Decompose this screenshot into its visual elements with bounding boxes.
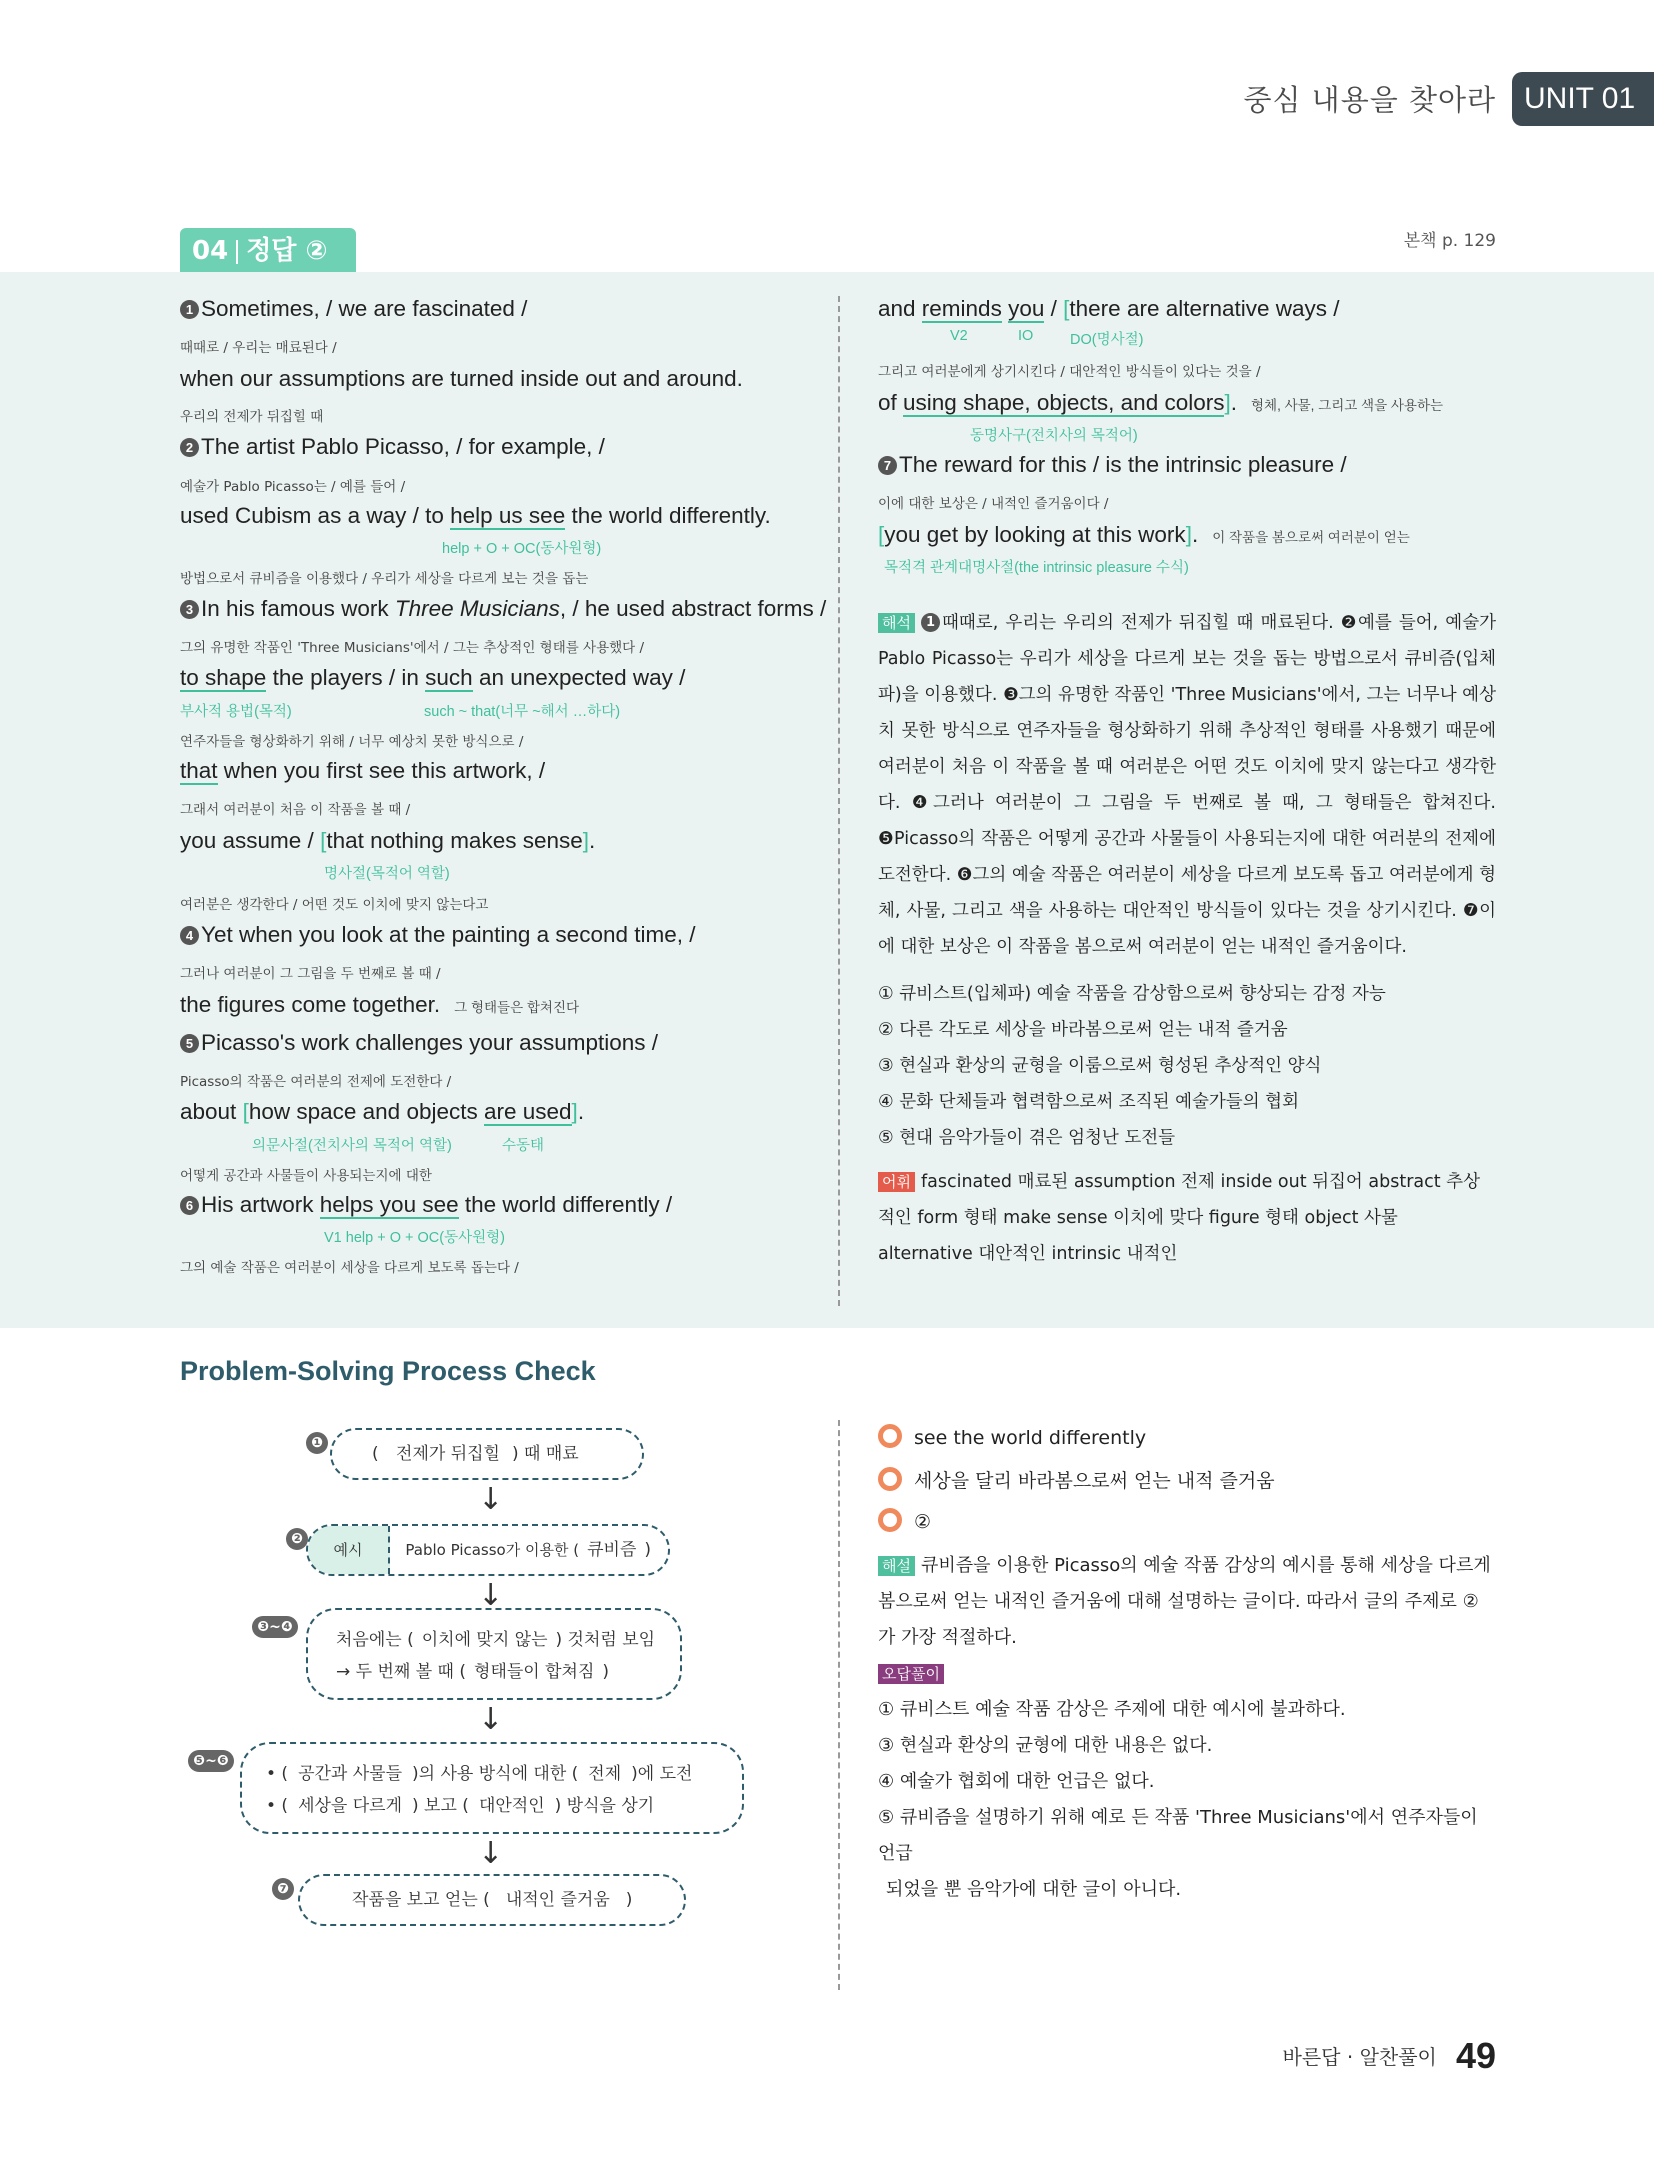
sentence-2-translation: 예술가 Pablo Picasso는 / 예를 들어 / bbox=[180, 479, 406, 495]
sentence-5-translation: Picasso의 작품은 여러분의 전제에 도전한다 / bbox=[180, 1074, 452, 1090]
wrong-answer-tag-wrap bbox=[878, 1664, 950, 1684]
answer-bullet-icon bbox=[878, 1508, 902, 1532]
wrong-answer-item: 되었을 뿐 음악가에 대한 글이 아니다. bbox=[886, 1879, 1182, 1900]
step-34-marker: ❸~❹ bbox=[252, 1616, 298, 1638]
sentence-1b: when our assumptions are turned inside out and around. bbox=[180, 366, 743, 391]
sentence-5b-translation: 어떻게 공간과 사물들이 사용되는지에 대한 bbox=[180, 1168, 432, 1184]
grammar-gloss: IO bbox=[1018, 328, 1034, 344]
sentence-5b: about [how space and objects are used]. bbox=[180, 1099, 585, 1124]
sentence-3c-translation: 그래서 여러분이 처음 이 작품을 볼 때 / bbox=[180, 802, 411, 818]
sentence-number: 6 bbox=[180, 1196, 199, 1215]
wrong-answer-item: ① 큐비스트 예술 작품 감상은 주제에 대한 예시에 불과하다. bbox=[878, 1699, 1346, 1720]
grammar-gloss: 목적격 관계대명사절(the intrinsic pleasure 수식) bbox=[884, 560, 1189, 576]
option-3: ③ 현실과 환상의 균형을 이룸으로써 형성된 추상적인 양식 bbox=[878, 1056, 1322, 1076]
step-1-marker: ❶ bbox=[306, 1432, 328, 1454]
sentence-number: 3 bbox=[180, 600, 199, 619]
sentence-1b-translation: 우리의 전제가 뒤집힐 때 bbox=[180, 409, 324, 425]
sentence-6c: of using shape, objects, and colors]. 형체, 사물, 그리고 색을 사용하는 bbox=[878, 390, 1444, 415]
flow-box-2: 예시 Pablo Picasso가 이용한 ( 큐비즘 ) bbox=[306, 1524, 670, 1576]
page-footer bbox=[1283, 2035, 1496, 2077]
flow-box-5: 작품을 보고 얻는 ( 내적인 즐거움 ) bbox=[298, 1874, 686, 1926]
sentence-2b: used Cubism as a way / to help us see the world differently. bbox=[180, 503, 771, 528]
sentence-number: 5 bbox=[180, 1034, 199, 1053]
step-7-marker: ❼ bbox=[272, 1878, 294, 1900]
sentence-6b-translation: 그리고 여러분에게 상기시킨다 / 대안적인 방식들이 있다는 것을 / bbox=[878, 364, 1261, 380]
flow-box-1: ( 전제가 뒤집힐 ) 때 매료 bbox=[330, 1428, 644, 1480]
translation-block: 해석 1 때때로, 우리는 우리의 전제가 뒤집힐 때 매료된다. ❷예를 들어, 예술가 Pablo Picasso는 우리가 세상을 다르게 보는 것을 돕는 방법으로서 큐비즘(입체파)을 이용했다. ❸그의 유명한 작품인 'Three Musicians'에서, 그는 너무나 예상치 못한 방식으로 연주자들을 형상화하기 위해 추상적인 형태를 사용했기 때문에 여러분이 처음 이 작품을 볼 때 여러분은 어떤 것도 이치에 맞지 않는다고 생각한다. ❹그러나 여러분이 그 그림을 두 번째로 볼 때, 그 형태들은 합쳐진다. ❺Picasso의 작품은 어떻게 공간과 사물들이 사용되는지에 대한 여러분의 전제에 도전한다. ❻그의 예술 작품은 여러분이 세상을 다르게 보도록 돕고 여러분에게 형체, 사물, 그리고 색을 사용하는 대안적인 방식들이 있다는 것을 상기시킨다. ❼이에 대한 보상은 이 작품을 봄으로써 여러분이 얻는 내적인 즐거움이다. bbox=[878, 613, 1496, 957]
sentence-3c: that when you first see this artwork, / bbox=[180, 758, 546, 783]
sentence-number: 4 bbox=[180, 926, 199, 945]
sentence-3d: you assume / [that nothing makes sense]. bbox=[180, 828, 596, 853]
wrong-answer-list bbox=[878, 1692, 1496, 1908]
grammar-gloss: 명사절(목적어 역할) bbox=[324, 866, 450, 882]
sentence-7b: [you get by looking at this work]. 이 작품을 봄으로써 여러분이 얻는 bbox=[878, 522, 1410, 547]
sentence-number: 2 bbox=[180, 438, 199, 457]
sentence-3d-translation: 여러분은 생각한다 / 어떤 것도 이치에 맞지 않는다고 bbox=[180, 897, 489, 913]
sentence-1-translation: 때때로 / 우리는 매료된다 / bbox=[180, 340, 337, 356]
flow-arrow: ↓ bbox=[478, 1836, 504, 1871]
flow-arrow: ↓ bbox=[478, 1578, 504, 1613]
answer-3: ② bbox=[878, 1508, 931, 1533]
sentence-number: 1 bbox=[921, 613, 940, 632]
vocabulary-block: 어휘 fascinated 매료된 assumption 전제 inside out 뒤집어 abstract 추상적인 form 형태 make sense 이치에 맞다 figure 형태 object 사물 alternative 대안적인 intrinsic 내적인 bbox=[878, 1172, 1480, 1264]
sentence-6b: and reminds you / [there are alternative ways / bbox=[878, 296, 1340, 321]
grammar-gloss: 의문사절(전치사의 목적어 역할) bbox=[252, 1138, 452, 1154]
flow-box-3: 처음에는 ( 이치에 맞지 않는 ) 것처럼 보임 → 두 번째 볼 때 ( 형태들이 합쳐짐 ) bbox=[306, 1608, 682, 1700]
wrong-answer-item: ⑤ 큐비즘을 설명하기 위해 예로 든 작품 'Three Musicians'에서 연주자들이 언급 bbox=[878, 1807, 1478, 1864]
grammar-gloss: such ~ that(너무 ~해서 …하다) bbox=[424, 704, 621, 720]
sentence-7-translation: 이에 대한 보상은 / 내적인 즐거움이다 / bbox=[878, 496, 1109, 512]
sentence-3-translation: 그의 유명한 작품인 'Three Musicians'에서 / 그는 추상적인 형태를 사용했다 / bbox=[180, 640, 645, 656]
question-number: 04 bbox=[192, 236, 229, 266]
step-2-marker: ❷ bbox=[286, 1528, 308, 1550]
wrong-answer-item: ③ 현실과 환상의 균형에 대한 내용은 없다. bbox=[878, 1735, 1213, 1756]
grammar-gloss: DO(명사절) bbox=[1070, 332, 1144, 348]
option-4: ④ 문화 단체들과 협력함으로써 조직된 예술가들의 협회 bbox=[878, 1092, 1299, 1112]
explanation-block: 해설 큐비즘을 이용한 Picasso의 예술 작품 감상의 예시를 통해 세상을 다르게 봄으로써 얻는 내적인 즐거움에 대해 설명하는 글이다. 따라서 글의 주제로 ②가 가장 적절하다. bbox=[878, 1555, 1491, 1648]
footer-label: 바른답 · 알찬풀이 bbox=[1282, 2045, 1437, 2069]
sentence-6-translation: 그의 예술 작품은 여러분이 세상을 다르게 보도록 돕는다 / bbox=[180, 1260, 519, 1276]
column-divider bbox=[838, 296, 840, 1306]
sentence-6: 6 His artwork helps you see the world differently / bbox=[180, 1192, 672, 1218]
answer-label: 정답 ② bbox=[246, 236, 328, 266]
wrong-answer-item: ④ 예술가 협회에 대한 언급은 없다. bbox=[878, 1771, 1155, 1792]
section-title: 중심 내용을 찾아라 bbox=[1243, 83, 1496, 117]
translation-tag: 해석 bbox=[878, 613, 915, 633]
grammar-gloss: help + O + OC(동사원형) bbox=[442, 541, 602, 557]
sentence-number: 7 bbox=[878, 456, 897, 475]
explanation-tag: 해설 bbox=[878, 1556, 915, 1576]
flow-arrow: ↓ bbox=[478, 1482, 504, 1517]
vocab-tag: 어휘 bbox=[878, 1172, 915, 1192]
grammar-gloss: 동명사구(전치사의 목적어) bbox=[970, 428, 1138, 444]
option-1: ① 큐비스트(입체파) 예술 작품을 감상함으로써 향상되는 감정 자능 bbox=[878, 984, 1386, 1004]
answer-1: see the world differently bbox=[878, 1424, 1146, 1449]
flow-box-4: • ( 공간과 사물들 )의 사용 방식에 대한 ( 전제 )에 도전 • ( 세상을 다르게 ) 보고 ( 대안적인 ) 방식을 상기 bbox=[240, 1742, 744, 1834]
bottom-divider bbox=[838, 1420, 840, 1990]
sentence-number: 1 bbox=[180, 300, 199, 319]
sentence-2b-translation: 방법으로서 큐비즘을 이용했다 / 우리가 세상을 다르게 보는 것을 돕는 bbox=[180, 571, 589, 587]
answer-2: 세상을 달리 바라봄으로써 얻는 내적 즐거움 bbox=[878, 1466, 1275, 1493]
grammar-gloss: V2 bbox=[950, 328, 968, 344]
sentence-7: 7 The reward for this / is the intrinsic pleasure / bbox=[878, 452, 1347, 478]
sentence-3: 3 In his famous work Three Musicians, / he used abstract forms / bbox=[180, 596, 826, 622]
tab-divider bbox=[236, 240, 238, 264]
page-reference: 본책 p. 129 bbox=[1403, 231, 1496, 251]
sentence-1: 1 Sometimes, / we are fascinated / bbox=[180, 296, 527, 322]
step-56-marker: ❺~❻ bbox=[188, 1750, 234, 1772]
grammar-gloss: 수동태 bbox=[502, 1138, 545, 1154]
page-number: 49 bbox=[1455, 2035, 1496, 2076]
option-5: ⑤ 현대 음악가들이 겪은 엄청난 도전들 bbox=[878, 1128, 1176, 1148]
wrong-answer-tag: 오답풀이 bbox=[878, 1664, 944, 1684]
sentence-4-translation: 그러나 여러분이 그 그림을 두 번째로 볼 때 / bbox=[180, 966, 441, 982]
unit-badge: UNIT 01 bbox=[1512, 72, 1654, 126]
option-2: ② 다른 각도로 세상을 바라봄으로써 얻는 내적 즐거움 bbox=[878, 1020, 1288, 1040]
sentence-2: 2 The artist Pablo Picasso, / for example, / bbox=[180, 434, 605, 460]
sentence-4: 4 Yet when you look at the painting a second time, / bbox=[180, 922, 696, 948]
grammar-gloss: V1 help + O + OC(동사원형) bbox=[324, 1230, 505, 1246]
sentence-3b-translation: 연주자들을 형상화하기 위해 / 너무 예상치 못한 방식으로 / bbox=[180, 734, 524, 750]
answer-tab bbox=[180, 228, 356, 272]
answer-bullet-icon bbox=[878, 1467, 902, 1491]
sentence-4b: the figures come together. 그 형태들은 합쳐진다 bbox=[180, 992, 580, 1017]
example-tag: 예시 bbox=[308, 1526, 390, 1574]
process-check-title: Problem-Solving Process Check bbox=[180, 1356, 596, 1386]
flow-arrow: ↓ bbox=[478, 1702, 504, 1737]
sentence-3b: to shape the players / in such an unexpected way / bbox=[180, 665, 686, 690]
sentence-5: 5 Picasso's work challenges your assumptions / bbox=[180, 1030, 658, 1056]
grammar-gloss: 부사적 용법(목적) bbox=[180, 704, 292, 720]
answer-bullet-icon bbox=[878, 1424, 902, 1448]
